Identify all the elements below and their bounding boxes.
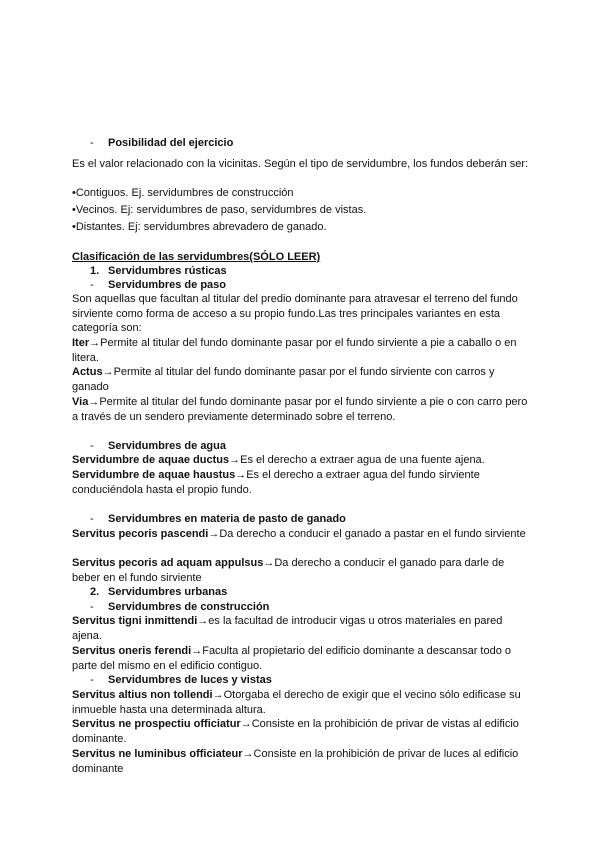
- def-pascendi: →Da derecho a conducir el ganado a pastar en el fundo sirviente: [208, 528, 526, 540]
- term-appulsus: Servitus pecoris ad aquam appulsus: [72, 557, 264, 569]
- definition-pascendi: [72, 527, 532, 542]
- list-dash: -: [90, 513, 94, 525]
- def-haustus: →Es el derecho a extraer agua del fundo sirviente conduciéndola hasta el propio fundo.: [72, 469, 480, 496]
- definition-altius: [72, 688, 532, 717]
- classification-title: Clasificación de las servidumbres(SÓLO LEER): [72, 251, 321, 263]
- term-ductus: Servidumbre de aquae ductus: [72, 454, 230, 466]
- term-tigni: Servitus tigni inmittendi: [72, 615, 198, 627]
- term-iter: Iter: [72, 337, 90, 349]
- heading-pasto: Servidumbres en materia de pasto de ganado: [108, 513, 346, 525]
- bullet-distantes: •Distantes. Ej: servidumbres abrevadero de ganado.: [72, 221, 327, 233]
- def-via: →Permite al titular del fundo dominante pasar por el fundo sirviente a pie o con carro pero a través de un sendero previamente determinado sobre el terreno.: [72, 396, 528, 423]
- term-actus: Actus: [72, 366, 103, 378]
- heading-paso: Servidumbres de paso: [108, 279, 226, 291]
- def-oneris: →Faculta al propietario del edificio dominante a descansar todo o parte del mismo en el edificio contiguo.: [72, 645, 512, 672]
- definition-luminibus: [72, 747, 532, 776]
- term-pascendi: Servitus pecoris pascendi: [72, 528, 209, 540]
- list-number: 1.: [90, 265, 100, 277]
- definition-prospectiu: [72, 717, 532, 746]
- paragraph-paso: Son aquellas que facultan al titular del predio dominante para atravesar el terreno del fundo sirviente como forma de acceso a su propio fundo.Las tres principales variantes en esta categoría son:: [72, 293, 518, 335]
- definition-ductus: [72, 453, 532, 468]
- def-appulsus: →Da derecho a conducir el ganado para darle de beber en el fundo sirviente: [72, 557, 505, 584]
- term-via: Via: [72, 396, 89, 408]
- heading-urbanas: Servidumbres urbanas: [108, 586, 228, 598]
- list-dash: -: [90, 601, 94, 613]
- definition-via: [72, 395, 532, 424]
- term-haustus: Servidumbre de aquae haustus: [72, 469, 236, 481]
- section-heading-posibilidad: Posibilidad del ejercicio: [108, 137, 234, 149]
- def-iter: →Permite al titular del fundo dominante pasar por el fundo sirviente a pie a caballo o en litera.: [72, 337, 517, 364]
- heading-construccion: Servidumbres de construcción: [108, 601, 270, 613]
- bullet-contiguos: •Contiguos. Ej. servidumbres de construcción: [72, 187, 294, 199]
- list-dash: -: [90, 440, 94, 452]
- heading-luces: Servidumbres de luces y vistas: [108, 674, 272, 686]
- def-prospectiu: →Consiste en la prohibición de privar de vistas al edificio dominante.: [72, 718, 519, 745]
- paragraph-vicinitas: Es el valor relacionado con la vicinitas. Según el tipo de servidumbre, los fundos deberán ser:: [72, 158, 529, 170]
- definition-iter: [72, 336, 532, 365]
- term-altius: Servitus altius non tollendi: [72, 689, 213, 701]
- term-prospectiu: Servitus ne prospectiu officiatur: [72, 718, 241, 730]
- definition-haustus: [72, 468, 532, 497]
- definition-actus: [72, 365, 532, 394]
- definition-tigni: [72, 614, 532, 643]
- def-actus: →Permite al titular del fundo dominante pasar por el fundo sirviente con carros y ganado: [72, 366, 495, 393]
- def-luminibus: →Consiste en la prohibición de privar de luces al edificio dominante: [72, 748, 519, 775]
- definition-oneris: [72, 644, 532, 673]
- term-oneris: Servitus oneris ferendi: [72, 645, 192, 657]
- def-altius: →Otorgaba el derecho de exigir que el vecino sólo edificase su inmueble hasta una determinada altura.: [72, 689, 521, 716]
- list-dash: -: [90, 279, 94, 291]
- term-luminibus: Servitus ne luminibus officiateur: [72, 748, 243, 760]
- def-tigni: →es la facultad de introducir vigas u otros materiales en pared ajena.: [72, 615, 503, 642]
- list-dash: -: [90, 674, 94, 686]
- list-number: 2.: [90, 586, 100, 598]
- def-ductus: →Es el derecho a extraer agua de una fuente ajena.: [229, 454, 485, 466]
- heading-agua: Servidumbres de agua: [108, 440, 226, 452]
- definition-appulsus: [72, 556, 532, 585]
- heading-rusticas: Servidumbres rústicas: [108, 265, 227, 277]
- list-dash: -: [90, 137, 94, 149]
- bullet-vecinos: •Vecinos. Ej: servidumbres de paso, servidumbres de vistas.: [72, 204, 367, 216]
